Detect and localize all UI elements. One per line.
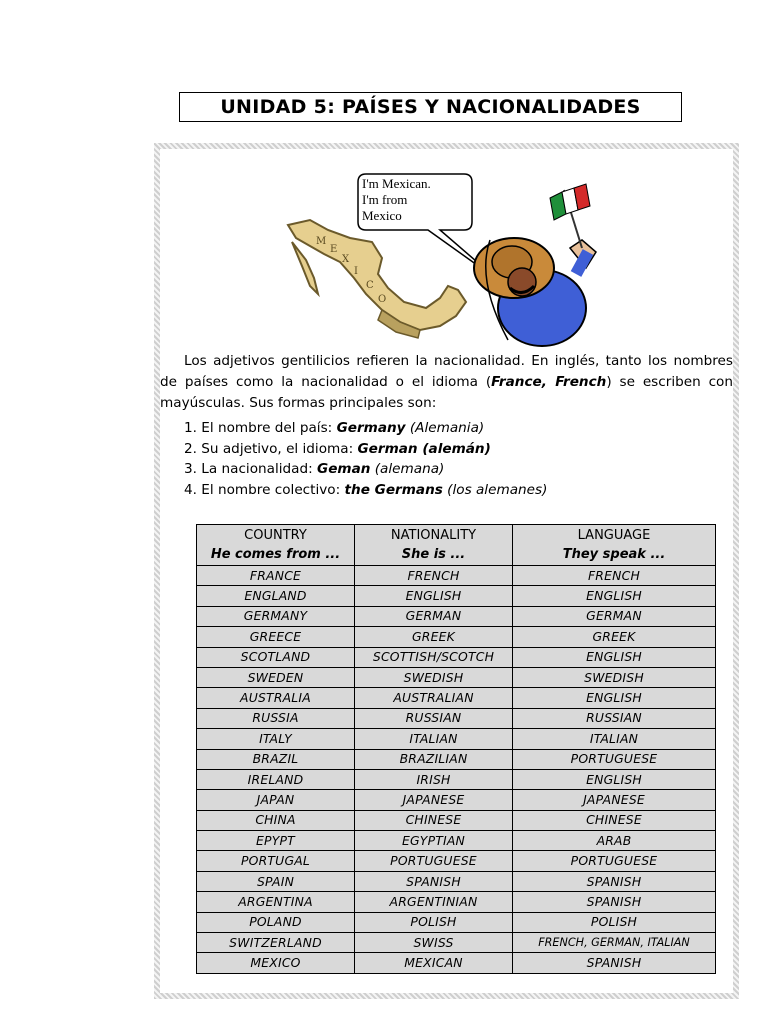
table-row <box>197 749 716 769</box>
language-cell: ENGLISH <box>513 769 716 789</box>
table-row <box>197 933 716 953</box>
country-cell: PORTUGAL <box>197 851 355 871</box>
language-cell: SPANISH <box>513 892 716 912</box>
language-cell: SWEDISH <box>513 667 716 687</box>
table-row <box>197 831 716 851</box>
nationality-cell: FRENCH <box>355 566 513 586</box>
language-cell: SPANISH <box>513 871 716 891</box>
map-letter: X <box>342 254 350 265</box>
nationality-cell: AUSTRALIAN <box>355 688 513 708</box>
page-title: UNIDAD 5: PAÍSES Y NACIONALIDADES <box>179 92 682 122</box>
language-cell: SPANISH <box>513 953 716 973</box>
country-cell: IRELAND <box>197 769 355 789</box>
nationalities-table <box>196 524 716 974</box>
language-cell: GERMAN <box>513 606 716 626</box>
country-cell: GREECE <box>197 627 355 647</box>
speech-line: Mexico <box>362 208 402 223</box>
rule-item: 1. El nombre del país: Germany (Alemania) <box>184 420 485 436</box>
rule-item: 2. Su adjetivo, el idioma: German (alemán) <box>184 440 491 457</box>
table-row <box>197 627 716 647</box>
country-cell: POLAND <box>197 912 355 932</box>
language-cell: PORTUGUESE <box>513 749 716 769</box>
table-row <box>197 708 716 728</box>
nationality-cell: IRISH <box>355 769 513 789</box>
intro-text-end: ) se escriben con mayúsculas. Sus formas principales son: <box>160 374 733 411</box>
mexico-flag-icon <box>550 184 590 248</box>
country-cell: GERMANY <box>197 606 355 626</box>
table-row <box>197 667 716 687</box>
language-cell: ENGLISH <box>513 688 716 708</box>
intro-example: France, French <box>491 374 607 390</box>
country-cell: ARGENTINA <box>197 892 355 912</box>
country-cell: ENGLAND <box>197 586 355 606</box>
country-cell: SCOTLAND <box>197 647 355 667</box>
country-cell: SWEDEN <box>197 667 355 687</box>
speech-line: I'm Mexican. <box>362 176 431 191</box>
header-nationality: NATIONALITY She is ... <box>355 525 513 566</box>
language-cell: ENGLISH <box>513 647 716 667</box>
table-row <box>197 566 716 586</box>
nationality-cell: BRAZILIAN <box>355 749 513 769</box>
country-cell: RUSSIA <box>197 708 355 728</box>
nationality-cell: PORTUGUESE <box>355 851 513 871</box>
nationality-cell: ARGENTINIAN <box>355 892 513 912</box>
nationality-cell: SWISS <box>355 933 513 953</box>
rules-list <box>184 418 744 500</box>
country-cell: SWITZERLAND <box>197 933 355 953</box>
language-cell: POLISH <box>513 912 716 932</box>
map-letter: E <box>330 244 338 255</box>
language-cell: RUSSIAN <box>513 708 716 728</box>
map-letter: C <box>366 280 374 291</box>
nationality-cell: SPANISH <box>355 871 513 891</box>
country-cell: CHINA <box>197 810 355 830</box>
mexican-man-icon <box>474 238 596 346</box>
country-cell: MEXICO <box>197 953 355 973</box>
language-cell: PORTUGUESE <box>513 851 716 871</box>
map-letter: O <box>378 294 387 305</box>
language-cell: GREEK <box>513 627 716 647</box>
nationality-cell: GERMAN <box>355 606 513 626</box>
nationality-cell: CHINESE <box>355 810 513 830</box>
country-cell: FRANCE <box>197 566 355 586</box>
country-cell: ITALY <box>197 729 355 749</box>
language-cell: JAPANESE <box>513 790 716 810</box>
intro-paragraph <box>160 351 733 414</box>
rule-item: 4. El nombre colectivo: the Germans (los alemanes) <box>184 481 548 498</box>
nationality-cell: POLISH <box>355 912 513 932</box>
table-row <box>197 688 716 708</box>
country-cell: JAPAN <box>197 790 355 810</box>
table-row <box>197 790 716 810</box>
table-row <box>197 912 716 932</box>
header-country: COUNTRY He comes from ... <box>197 525 355 566</box>
nationality-cell: GREEK <box>355 627 513 647</box>
table-row <box>197 953 716 973</box>
rule-item: 3. La nacionalidad: Geman (alemana) <box>184 461 445 477</box>
nationality-cell: MEXICAN <box>355 953 513 973</box>
language-cell: FRENCH, GERMAN, ITALIAN <box>513 933 716 953</box>
map-letter: I <box>354 266 358 277</box>
table-row <box>197 586 716 606</box>
speech-line: I'm from <box>362 192 408 207</box>
table-header-row <box>197 525 716 566</box>
table-row <box>197 892 716 912</box>
map-letter: M <box>316 236 327 247</box>
nationality-cell: ENGLISH <box>355 586 513 606</box>
language-cell: FRENCH <box>513 566 716 586</box>
table-row <box>197 606 716 626</box>
nationality-cell: RUSSIAN <box>355 708 513 728</box>
nationality-cell: EGYPTIAN <box>355 831 513 851</box>
table-row <box>197 729 716 749</box>
language-cell: ITALIAN <box>513 729 716 749</box>
speech-bubble-text <box>362 176 470 224</box>
language-cell: CHINESE <box>513 810 716 830</box>
table-row <box>197 647 716 667</box>
country-cell: EPYPT <box>197 831 355 851</box>
nationality-cell: ITALIAN <box>355 729 513 749</box>
table-row <box>197 851 716 871</box>
nationality-cell: SCOTTISH/SCOTCH <box>355 647 513 667</box>
language-cell: ARAB <box>513 831 716 851</box>
nationality-cell: JAPANESE <box>355 790 513 810</box>
table-row <box>197 769 716 789</box>
country-cell: BRAZIL <box>197 749 355 769</box>
intro-text: Los adjetivos gentilicios refieren la nacionalidad. En inglés, tanto los nombres de países como la nacionalidad o el idioma ( <box>160 353 733 390</box>
language-cell: ENGLISH <box>513 586 716 606</box>
table-row <box>197 871 716 891</box>
table-row <box>197 810 716 830</box>
country-cell: AUSTRALIA <box>197 688 355 708</box>
nationality-cell: SWEDISH <box>355 667 513 687</box>
header-language: LANGUAGE They speak ... <box>513 525 716 566</box>
country-cell: SPAIN <box>197 871 355 891</box>
